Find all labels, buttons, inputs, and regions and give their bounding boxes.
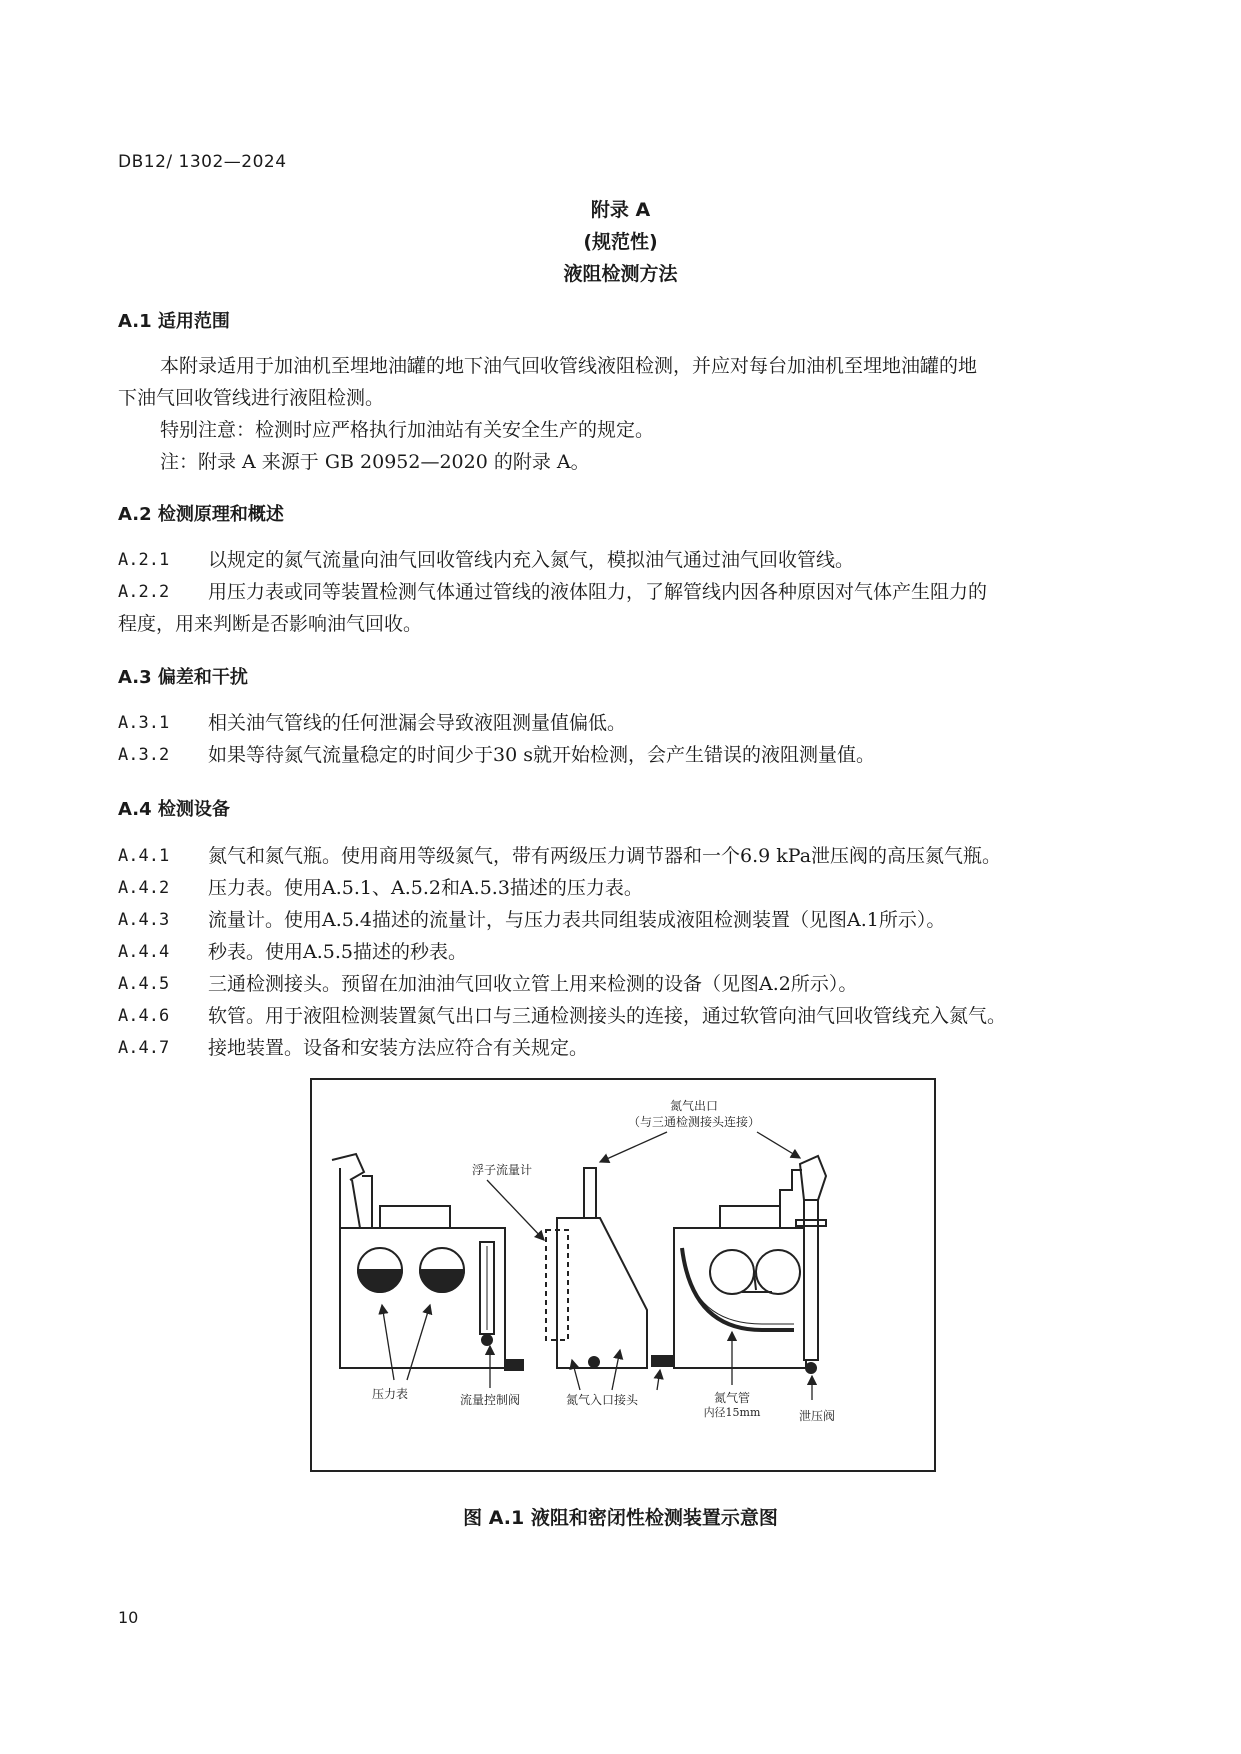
label-tube-2: 内径15mm [703, 1406, 761, 1419]
clause-text: 接地装置。设备和安装方法应符合有关规定。 [208, 1037, 589, 1059]
a2-2-line2: 程度，用来判断是否影响油气回收。 [118, 613, 423, 635]
label-relief-valve: 泄压阀 [798, 1409, 836, 1423]
clause-text: 秒表。使用A.5.5描述的秒表。 [208, 941, 467, 963]
clause-number: A.4.5 [118, 974, 170, 994]
clause-a3-1 [0, 707, 1241, 739]
clause-number: A.3.2 [118, 745, 170, 765]
a1-para1-line2: 下油气回收管线进行液阻检测。 [118, 387, 385, 409]
clause-number: A.3.1 [118, 713, 170, 733]
clause-number: A.4.1 [118, 846, 170, 866]
document-code: DB12/ 1302—2024 [118, 152, 287, 172]
label-tube-1: 氮气管 [713, 1391, 751, 1405]
clause-number: A.2.1 [118, 550, 170, 570]
appendix-title: 附录 A [590, 199, 651, 221]
label-float-meter: 浮子流量计 [471, 1163, 533, 1177]
clause-text: 如果等待氮气流量稳定的时间少于30 s就开始检测，会产生错误的液阻测量值。 [208, 744, 875, 766]
clause-a4-4 [0, 936, 1241, 968]
clause-number: A.4.6 [118, 1006, 170, 1026]
appendix-name: 液阻检测方法 [563, 263, 678, 285]
appendix-nature: (规范性) [583, 231, 658, 253]
clause-a4-5 [0, 968, 1241, 1000]
rear-view [652, 1156, 826, 1373]
clause-number: A.4.7 [118, 1038, 170, 1058]
label-inlet: 氮气入口接头 [565, 1393, 639, 1407]
clause-a4-3 [0, 904, 1241, 936]
clause-text: 三通检测接头。预留在加油油气回收立管上用来检测的设备（见图A.2所示）。 [208, 973, 858, 995]
side-view [546, 1168, 647, 1370]
section-heading-a2: A.2 检测原理和概述 [118, 504, 284, 525]
clause-text: 氮气和氮气瓶。使用商用等级氮气，带有两级压力调节器和一个6.9 kPa泄压阀的高压氮气瓶。 [208, 845, 1002, 867]
clause-number: A.4.3 [118, 910, 170, 930]
section-heading-a3: A.3 偏差和干扰 [118, 667, 248, 688]
front-view [332, 1154, 523, 1370]
clause-text: 软管。用于液阻检测装置氮气出口与三通检测接头的连接，通过软管向油气回收管线充入氮气。 [208, 1005, 1007, 1027]
clause-text: 以规定的氮气流量向油气回收管线内充入氮气，模拟油气通过油气回收管线。 [208, 549, 855, 571]
label-outlet-1: 氮气出口 [669, 1099, 719, 1113]
label-flow-valve: 流量控制阀 [459, 1393, 521, 1407]
section-heading-a1: A.1 适用范围 [118, 311, 230, 332]
section-heading-a4: A.4 检测设备 [118, 799, 230, 820]
label-pressure-gauge: 压力表 [371, 1387, 409, 1401]
clause-a2-2 [0, 576, 1241, 608]
clause-a2-1 [0, 544, 1241, 576]
clause-number: A.4.2 [118, 878, 170, 898]
clause-number: A.4.4 [118, 942, 170, 962]
page-number: 10 [118, 1608, 139, 1627]
label-outlet-2: （与三通检测接头连接） [627, 1115, 761, 1129]
clause-text: 相关油气管线的任何泄漏会导致液阻测量值偏低。 [208, 712, 627, 734]
a1-source-note: 注：附录 A 来源于 GB 20952—2020 的附录 A。 [160, 451, 590, 473]
clause-number: A.2.2 [118, 582, 170, 602]
clause-a4-1 [0, 840, 1241, 872]
clause-text: 用压力表或同等装置检测气体通过管线的液体阻力，了解管线内因各种原因对气体产生阻力的 [208, 581, 988, 603]
figure-a1 [310, 1078, 936, 1472]
clause-text: 流量计。使用A.5.4描述的流量计，与压力表共同组装成液阻检测装置（见图A.1所示）。 [208, 909, 946, 931]
clause-a4-7 [0, 1032, 1241, 1064]
apparatus-diagram [312, 1080, 934, 1470]
clause-text: 压力表。使用A.5.1、A.5.2和A.5.3描述的压力表。 [208, 877, 643, 899]
figure-caption: 图 A.1 液阻和密闭性检测装置示意图 [463, 1507, 778, 1529]
clause-a3-2 [0, 739, 1241, 771]
clause-a4-2 [0, 872, 1241, 904]
a1-para1-line1: 本附录适用于加油机至埋地油罐的地下油气回收管线液阻检测，并应对每台加油机至埋地油罐的地 [160, 355, 978, 377]
a1-safety-note: 特别注意：检测时应严格执行加油站有关安全生产的规定。 [160, 419, 655, 441]
clause-a4-6 [0, 1000, 1241, 1032]
